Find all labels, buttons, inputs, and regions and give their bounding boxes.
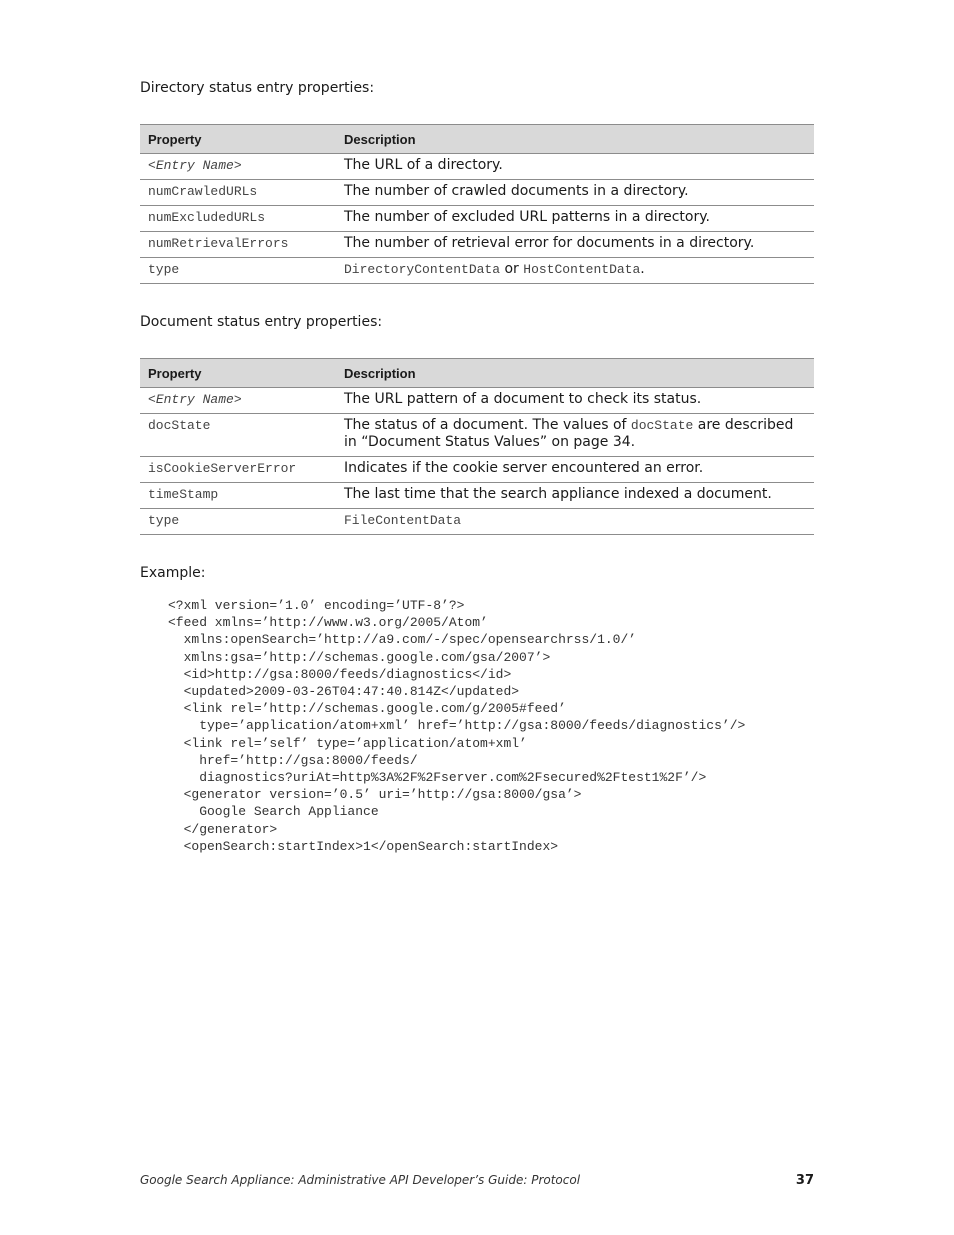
table-header-row xyxy=(140,359,814,388)
property-cell: docState xyxy=(140,414,336,457)
table-row xyxy=(140,457,814,483)
example-label: Example: xyxy=(140,565,206,581)
property-cell: type xyxy=(140,509,336,535)
description-cell: The last time that the search appliance indexed a document. xyxy=(336,483,814,509)
description-cell: The number of retrieval error for documents in a directory. xyxy=(336,232,814,258)
description-cell xyxy=(336,258,814,284)
description-column-header: Description xyxy=(336,125,814,154)
code-term: docState xyxy=(630,418,694,433)
description-cell: The URL pattern of a document to check its status. xyxy=(336,388,814,414)
property-cell: numRetrievalErrors xyxy=(140,232,336,258)
description-text: The status of a document. The values of xyxy=(344,417,631,433)
bracket-close: > xyxy=(233,392,242,407)
property-cell xyxy=(140,388,336,414)
description-cell xyxy=(336,509,814,535)
footer-title: Google Search Appliance: Administrative API Developer’s Guide: Protocol xyxy=(140,1173,581,1187)
bracket-close: > xyxy=(233,158,242,173)
table-row xyxy=(140,509,814,535)
document-properties-table xyxy=(140,358,814,535)
description-cell: The number of excluded URL patterns in a directory. xyxy=(336,206,814,232)
property-cell: timeStamp xyxy=(140,483,336,509)
bracket-open: < xyxy=(148,158,156,173)
table-row xyxy=(140,258,814,284)
description-cell xyxy=(336,414,814,457)
table-header-row xyxy=(140,125,814,154)
property-column-header: Property xyxy=(140,125,336,154)
directory-intro: Directory status entry properties: xyxy=(140,80,375,96)
period: . xyxy=(640,261,645,277)
entry-name: Entry Name xyxy=(155,392,234,407)
code-term: DirectoryContentData xyxy=(344,262,501,277)
code-term: HostContentData xyxy=(523,262,641,277)
table-row xyxy=(140,180,814,206)
document-intro: Document status entry properties: xyxy=(140,314,383,330)
description-cell: The URL of a directory. xyxy=(336,154,814,180)
table-row xyxy=(140,232,814,258)
table-row xyxy=(140,154,814,180)
property-cell xyxy=(140,154,336,180)
code-example: <?xml version=’1.0’ encoding=’UTF-8’?> <feed xmlns=’http://www.w3.org/2005/Atom’ xmlns:openSearch=’http://a9.com/-/spec/opensearchrss/1.0/’ xmlns:gsa=’http://schemas.google.com/gsa/2007’> <id>http://gsa:8000/feeds/diagnostics</id> <updated>2009-03-26T04:47:40.814Z</updated> <link rel=’http://schemas.google.com/g/2005#feed’ type=’application/atom+xml’ href=’http://gsa:8000/feeds/diagnostics’/> <link rel=’self’ type=’application/atom+xml’ href=’http://gsa:8000/feeds/ diagnostics?uriAt=http%3A%2F%2Fserver.com%2Fsecured%2Ftest1%2F’/> <generator version=’0.5’ uri=’http://gsa:8000/gsa’> Google Search Appliance </generator> <openSearch:startIndex>1</openSearch:startIndex> xyxy=(168,598,746,854)
property-cell: type xyxy=(140,258,336,284)
property-cell: numExcludedURLs xyxy=(140,206,336,232)
table-row xyxy=(140,414,814,457)
conjunction: or xyxy=(500,261,524,277)
page-number: 37 xyxy=(795,1173,814,1188)
property-cell: isCookieServerError xyxy=(140,457,336,483)
directory-properties-table xyxy=(140,124,814,284)
code-term: FileContentData xyxy=(344,513,462,528)
table-row xyxy=(140,206,814,232)
property-column-header: Property xyxy=(140,359,336,388)
table-row xyxy=(140,388,814,414)
description-column-header: Description xyxy=(336,359,814,388)
description-text: are described in “Document Status Values” on page 34. xyxy=(344,417,794,450)
entry-name: Entry Name xyxy=(155,158,234,173)
table-row xyxy=(140,483,814,509)
description-cell: Indicates if the cookie server encountered an error. xyxy=(336,457,814,483)
property-cell: numCrawledURLs xyxy=(140,180,336,206)
bracket-open: < xyxy=(148,392,156,407)
description-cell: The number of crawled documents in a directory. xyxy=(336,180,814,206)
